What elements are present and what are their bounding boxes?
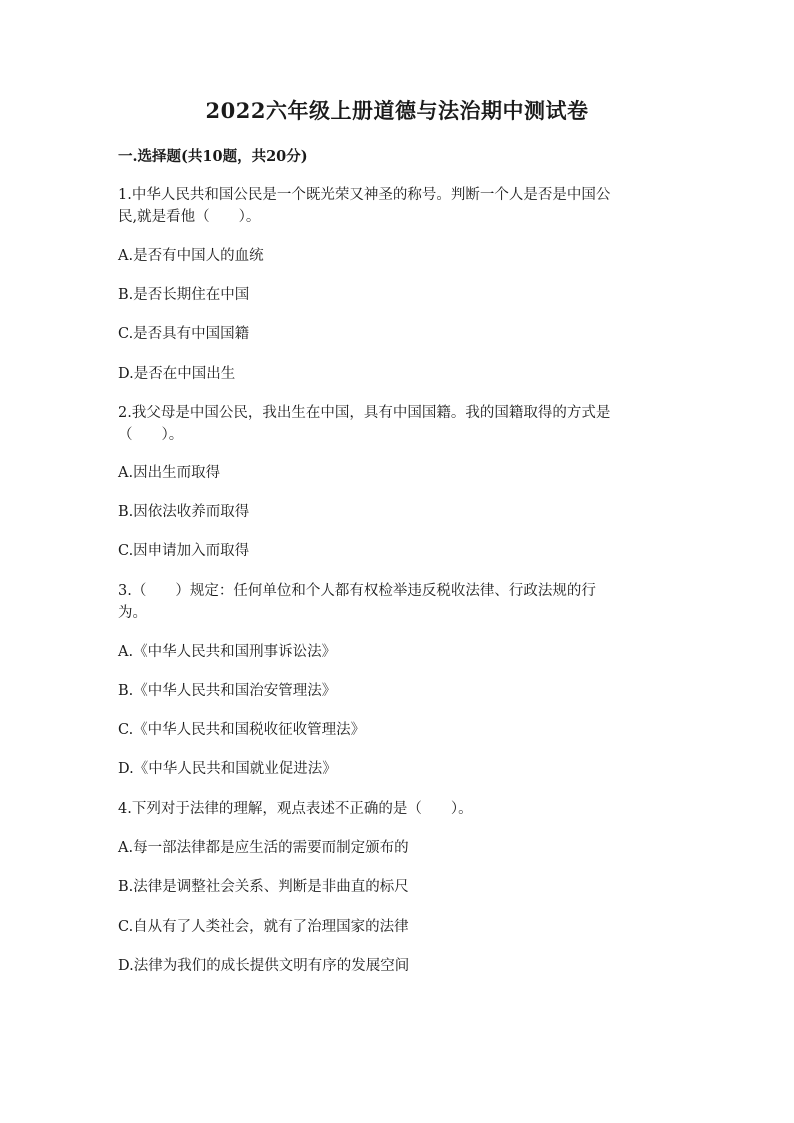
section-heading: 一.选择题(共10题，共20分) [118, 148, 308, 165]
question-4-stem-line-1: 4.下列对于法律的理解，观点表述不正确的是（ ）。 [118, 801, 473, 817]
question-1-option-b: B.是否长期住在中国 [118, 287, 250, 303]
question-3-stem-line-2: 为。 [118, 605, 147, 621]
question-3-option-d: D.《中华人民共和国就业促进法》 [118, 761, 337, 777]
question-3-option-a: A.《中华人民共和国刑事诉讼法》 [118, 644, 337, 660]
question-1-stem-line-2: 民,就是看他（ ）。 [118, 209, 261, 225]
exam-title: 2022六年级上册道德与法治期中测试卷 [205, 98, 589, 123]
question-3-stem-line-1: 3.（ ）规定：任何单位和个人都有权检举违反税收法律、行政法规的行 [118, 583, 596, 599]
question-4-option-d: D.法律为我们的成长提供文明有序的发展空间 [118, 958, 410, 974]
question-1-option-d: D.是否在中国出生 [118, 366, 236, 382]
question-1-option-a: A.是否有中国人的血统 [118, 248, 264, 264]
question-2-option-b: B.因依法收养而取得 [118, 504, 250, 520]
question-4-option-c: C.自从有了人类社会，就有了治理国家的法律 [118, 919, 409, 935]
question-2-option-a: A.因出生而取得 [118, 465, 221, 481]
question-2-stem-line-1: 2.我父母是中国公民，我出生在中国，具有中国国籍。我的国籍取得的方式是 [118, 405, 611, 421]
question-2-option-c: C.因申请加入而取得 [118, 543, 250, 559]
question-1-stem-line-1: 1.中华人民共和国公民是一个既光荣又神圣的称号。判断一个人是否是中国公 [118, 187, 611, 203]
question-3-option-b: B.《中华人民共和国治安管理法》 [118, 683, 337, 699]
question-3-option-c: C.《中华人民共和国税收征收管理法》 [118, 722, 366, 738]
question-1-option-c: C.是否具有中国国籍 [118, 326, 250, 342]
question-4-option-b: B.法律是调整社会关系、判断是非曲直的标尺 [118, 879, 409, 895]
question-2-stem-line-2: （ ）。 [118, 427, 184, 443]
question-4-option-a: A.每一部法律都是应生活的需要而制定颁布的 [118, 840, 409, 856]
